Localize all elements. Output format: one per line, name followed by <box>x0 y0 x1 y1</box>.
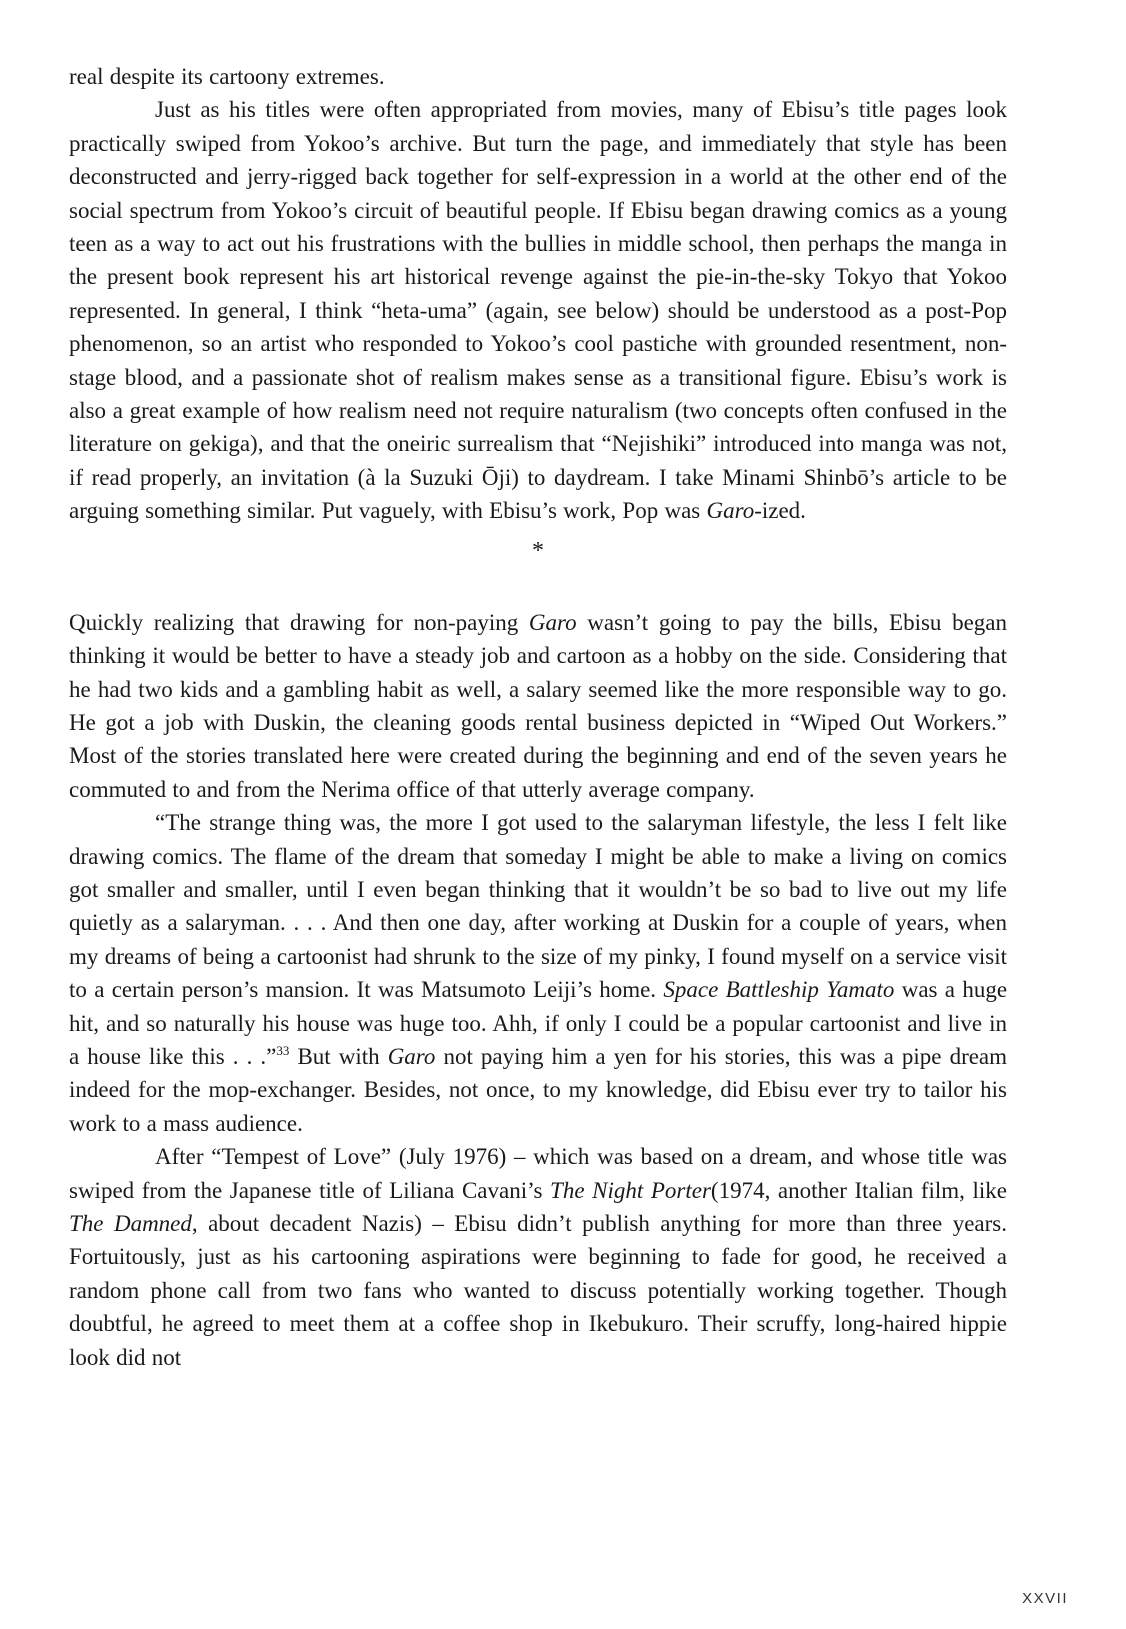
paragraph-text: was a huge hit, and so naturally his house was huge too. Ahh, if only I could be a popular cartoonist and live in a house like this . . .” <box>69 977 1008 1069</box>
paragraph-tempest <box>69 1140 1007 1374</box>
italic-title-garo: Garo <box>387 1043 436 1069</box>
paragraph-yokoo <box>69 93 1007 527</box>
paragraph-text: Just as his titles were often appropriated from movies, many of Ebisu’s title pages look practically swiped from Yokoo’s archive. But turn the page, and immediately that style has been deconstructed and jerry-rigged back together for self-expression in a world at the other end of the social spectrum from Yokoo’s circuit of beautiful people. If Ebisu began drawing comics as a young teen as a way to act out his frustrations with the bullies in middle school, then perhaps the manga in the present book represent his art historical revenge against the pie-in-the-sky Tokyo that Yokoo represented. In general, I think “heta-uma” (again, see below) should be understood as a post-Pop phenomenon, so an artist who responded to Yokoo’s cool pastiche with grounded resentment, non-stage blood, and a passionate shot of realism makes sense as a transitional figure. Ebisu’s work is also a great example of how realism need not require naturalism (two concepts often confused in the literature on gekiga), and that the oneiric surrealism that “Nejishiki” introduced into manga was not, if read properly, an invitation (à la Suzuki Ōji) to daydream. I take Minami Shinbō’s article to be arguing something similar. Put vaguely, with Ebisu’s work, Pop was <box>69 97 1007 524</box>
page-number: XXVII <box>1022 1590 1068 1607</box>
italic-title-yamato: Space Battleship Yamato <box>663 977 895 1003</box>
paragraph-continuation <box>69 60 1007 93</box>
paragraph-text: Quickly realizing that drawing for non-paying <box>69 609 519 635</box>
paragraph-quote-salaryman <box>69 806 1007 1140</box>
italic-title-garo: Garo <box>528 609 577 635</box>
italic-title-damned: The Damned <box>69 1211 192 1236</box>
paragraph-text: real despite its cartoony extremes. <box>69 64 385 89</box>
page-body <box>69 60 1007 1374</box>
paragraph-text: After “Tempest of Love” (July 1976) – which was based on a dream, and whose title was swiped from the Japanese title of Liliana Cavani’s <box>69 1144 1007 1203</box>
italic-title-night-porter: The Night Porter <box>550 1177 711 1203</box>
footnote-marker: 33 <box>276 1042 290 1058</box>
paragraph-text: (1974, another Italian film, like <box>710 1177 1008 1203</box>
paragraph-text: , about decadent Nazis) – Ebisu didn’t publish anything for more than three years. Fortuitously, just as his cartooning aspirations were beginning to fade for good, he received a random phone call from two fans who wanted to discuss potentially working together. Though doubtful, he agreed to meet them at a coffee shop in Ikebukuro. Their scruffy, long-haired hippie look did not <box>69 1211 1007 1370</box>
paragraph-duskin <box>69 606 1007 806</box>
paragraph-text: But with <box>297 1043 380 1069</box>
paragraph-text: not paying him a yen for his stories, this was a pipe dream indeed for the mop-exchanger. Besides, not once, to my knowledge, did Ebisu ever try to tailor his work to a mass audience. <box>69 1043 1008 1136</box>
section-gap <box>69 596 1007 606</box>
paragraph-text: -ized. <box>754 498 806 524</box>
paragraph-text: “The strange thing was, the more I got used to the salaryman lifestyle, the less I felt like drawing comics. The flame of the dream that someday I might be able to make a living on comics got smaller and smaller, until I even began thinking that it wouldn’t be so bad to live out my life quietly as a salaryman. . . . And then one day, after working at Duskin for a couple of years, when my dreams of being a cartoonist had shrunk to the size of my pinky, I found myself on a service visit to a certain person’s mansion. It was Matsumoto Leiji’s home. <box>69 810 1007 1003</box>
section-divider-asterisk: * <box>532 537 544 564</box>
paragraph-text: wasn’t going to pay the bills, Ebisu began thinking it would be better to have a steady job and cartoon as a hobby on the side. Considering that he had two kids and a gambling habit as well, a salary seemed like the more responsible way to go. He got a job with Duskin, the cleaning goods rental business depicted in “Wiped Out Workers.” Most of the stories translated here were created during the beginning and end of the seven years he commuted to and from the Nerima office of that utterly average company. <box>69 609 1008 802</box>
italic-title-garo: Garo <box>706 498 755 524</box>
